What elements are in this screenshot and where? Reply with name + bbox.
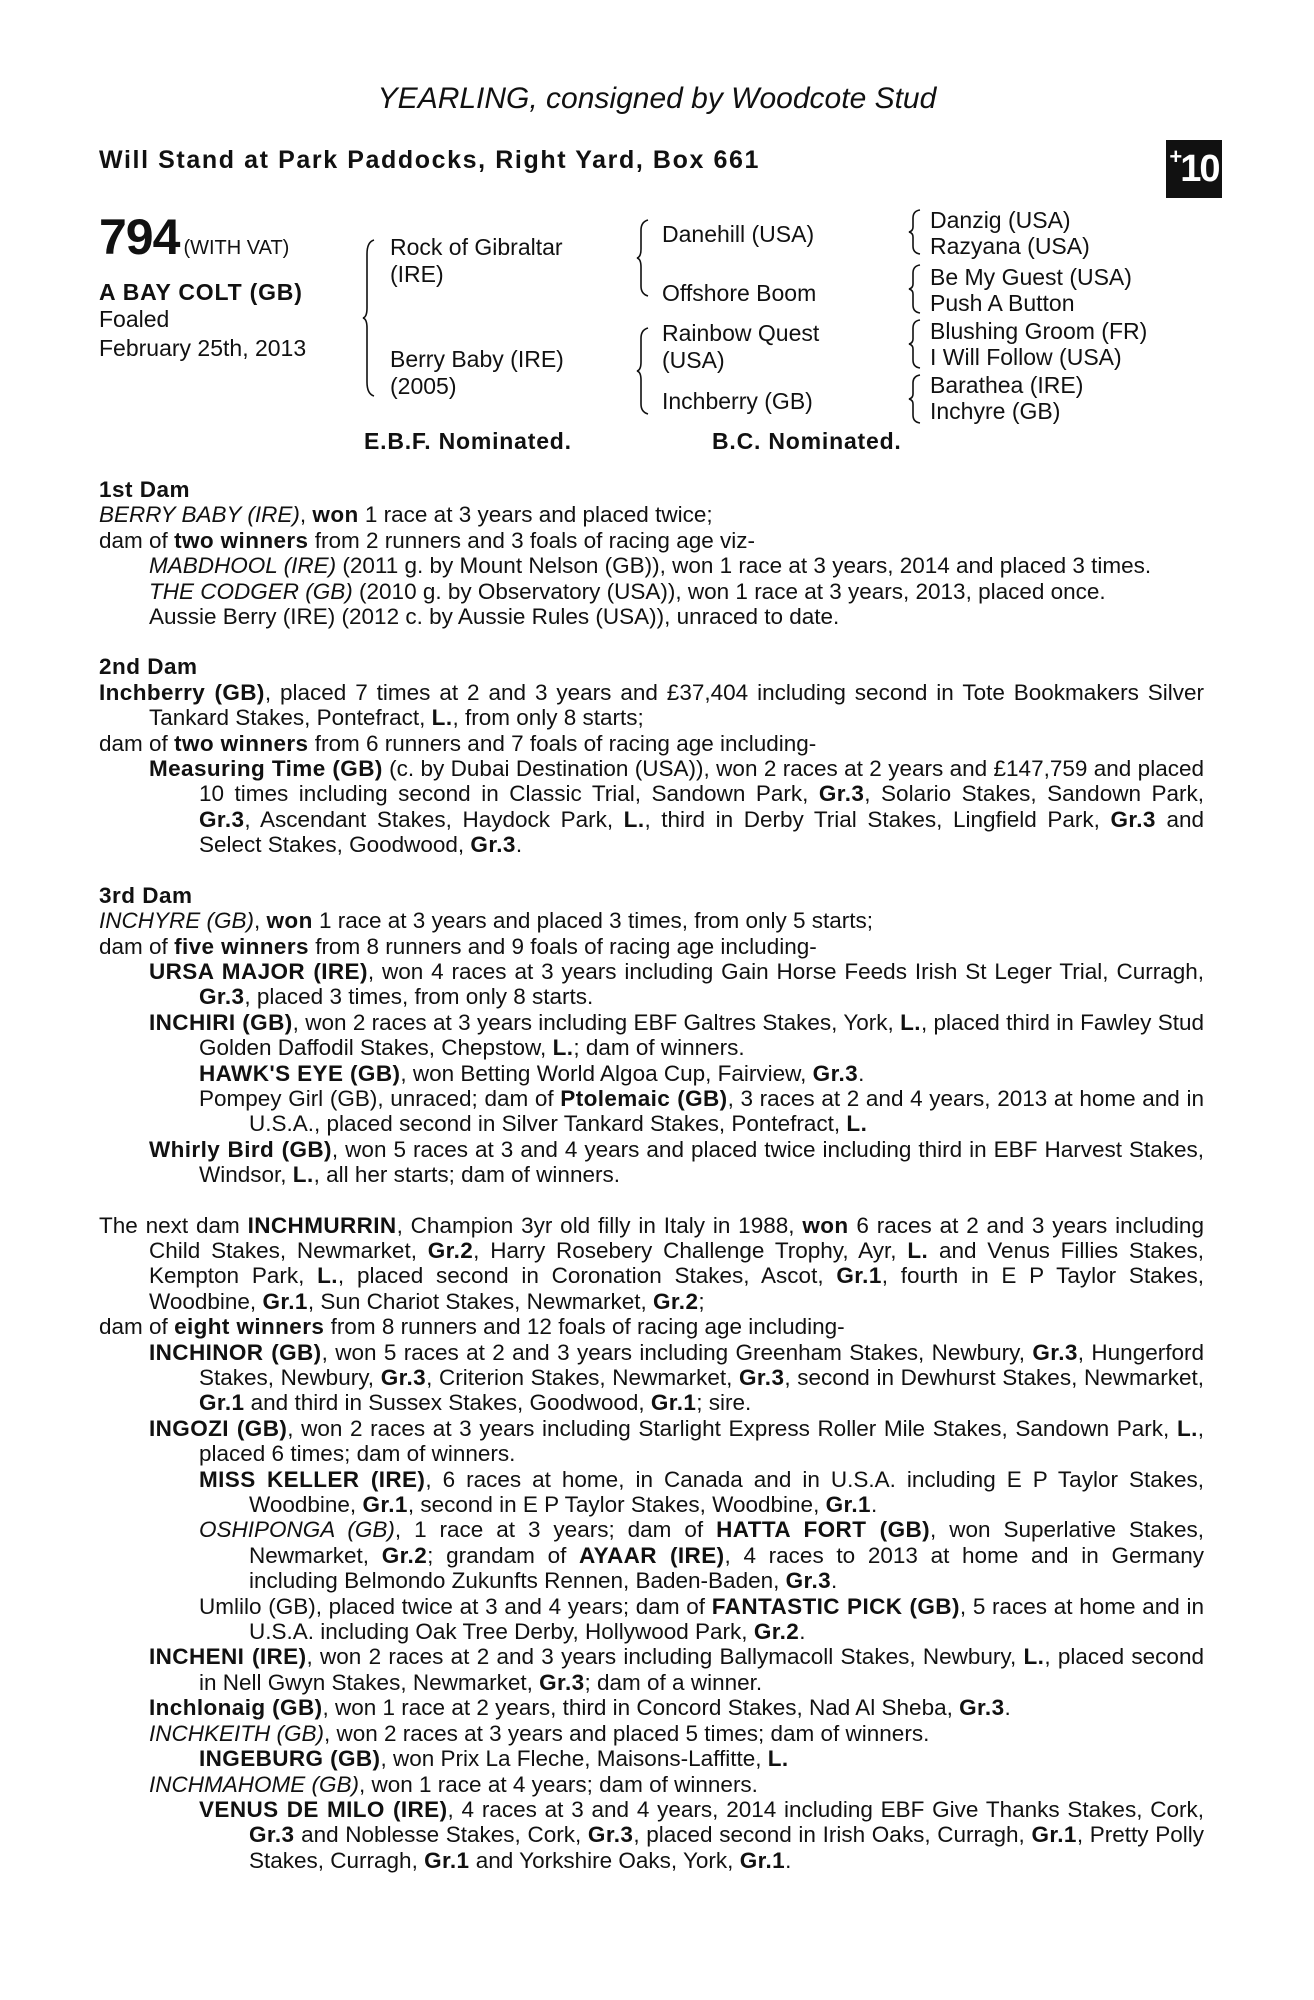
next-dam-grandfoal-miss-keller: MISS KELLER (IRE), 6 races at home, in Canada and in U.S.A. including E P Taylor Stakes, Woodbine, Gr.1, second in E P Taylor Stakes, Woodbine, Gr.1. (199, 1466, 1204, 1518)
foaled-label: Foaled (99, 306, 170, 332)
foaled-date: February 25th, 2013 (99, 335, 307, 361)
third-dam-foal-ursa-major: URSA MAJOR (IRE), won 4 races at 3 years including Gain Horse Feeds Irish St Leger Trial, Curragh, Gr.3, placed 3 times, from only 8 starts. (149, 958, 1204, 1010)
badge-mark: + (1169, 144, 1181, 169)
pedigree-brace-sire (636, 218, 650, 298)
third-dam-grandfoal-hawks-eye: HAWK'S EYE (GB), won Betting World Algoa Cup, Fairview, Gr.3. (199, 1060, 865, 1086)
next-dam-foal-inchlonaig: Inchlonaig (GB), won 1 race at 2 years, third in Concord Stakes, Nad Al Sheba, Gr.3. (149, 1695, 1011, 1721)
pedigree-g3-4: Push A Button (930, 290, 1075, 316)
pedigree-g3-3: Be My Guest (USA) (930, 264, 1132, 290)
vat-note: (WITH VAT) (183, 237, 290, 259)
stable-location: Will Stand at Park Paddocks, Right Yard, Box 661 (99, 146, 761, 174)
next-dam-foal-inchinor: INCHINOR (GB), won 5 races at 2 and 3 years including Greenham Stakes, Newbury, Gr.3, Hungerford Stakes, Newbury, Gr.3, Criterion Stakes, Newmarket, Gr.3, second in Dewhurst Stakes, Newmarket, Gr.1 and third in Sussex Stakes, Goodwood, Gr.1; sire. (149, 1339, 1204, 1416)
pedigree-g2-1: Danehill (USA) (662, 221, 815, 247)
first-dam-foal-2: THE CODGER (GB) (2010 g. by Observatory (USA)), won 1 race at 3 years, 2013, placed once. (149, 578, 1106, 604)
pedigree-dam (390, 346, 564, 400)
pedigree-g3-1: Danzig (USA) (930, 207, 1071, 233)
sire-name: Rock of Gibraltar (390, 234, 563, 260)
dam-year: (2005) (390, 373, 457, 399)
first-dam-foal-3: Aussie Berry (IRE) (2012 c. by Aussie Rules (USA)), unraced to date. (149, 604, 840, 630)
second-dam-produce: dam of two winners from 6 runners and 7 foals of racing age including- (99, 730, 817, 756)
g2-3-name: Rainbow Quest (662, 320, 820, 346)
third-dam-heading: 3rd Dam (99, 882, 193, 908)
sire-country: (IRE) (390, 261, 444, 287)
lot-number-block (99, 208, 289, 266)
pedigree-g3-5: Blushing Groom (FR) (930, 318, 1148, 344)
pedigree-sire (390, 234, 563, 288)
third-dam-produce: dam of five winners from 8 runners and 9 foals of racing age including- (99, 933, 817, 959)
next-dam-foal-ingozi: INGOZI (GB), won 2 races at 3 years including Starlight Express Roller Mile Stakes, Sandown Park, L., placed 6 times; dam of winners. (149, 1415, 1204, 1467)
next-dam-foal-inchkeith: INCHKEITH (GB), won 2 races at 3 years and placed 5 times; dam of winners. (149, 1720, 930, 1746)
lot-number: 794 (99, 209, 180, 265)
dam-name: Berry Baby (IRE) (390, 346, 564, 372)
pedigree-g3-8: Inchyre (GB) (930, 398, 1061, 424)
pedigree-brace-g3-2 (908, 263, 922, 315)
bc-nominated: B.C. Nominated. (712, 428, 902, 454)
next-dam-grandfoal-umlilo: Umlilo (GB), placed twice at 3 and 4 years; dam of FANTASTIC PICK (GB), 5 races at home and in U.S.A. including Oak Tree Derby, Hollywood Park, Gr.2. (199, 1593, 1204, 1645)
badge-number: 10 (1180, 147, 1219, 190)
second-dam-heading: 2nd Dam (99, 654, 198, 680)
pedigree-brace-g3-4 (908, 373, 922, 425)
first-dam-heading: 1st Dam (99, 477, 191, 502)
pedigree-brace-sire-dam (362, 238, 376, 398)
pedigree-brace-dam (636, 326, 650, 416)
first-dam-line: BERRY BABY (IRE), won 1 race at 3 years and placed twice; (99, 502, 713, 528)
pedigree-g2-3 (662, 320, 819, 374)
pedigree-g3-7: Barathea (IRE) (930, 372, 1084, 398)
next-dam-grandfoal-venus-de-milo: VENUS DE MILO (IRE), 4 races at 3 and 4 years, 2014 including EBF Give Thanks Stakes, Cork, Gr.3 and Noblesse Stakes, Cork, Gr.3, placed second in Irish Oaks, Curragh, Gr.1, Pretty Polly Stakes, Curragh, Gr.1 and Yorkshire Oaks, York, Gr.1. (199, 1796, 1204, 1873)
next-dam-foal-inchmahome: INCHMAHOME (GB), won 1 race at 4 years; dam of winners. (149, 1771, 758, 1797)
second-dam-line: Inchberry (GB), placed 7 times at 2 and 3 years and £37,404 including second in Tote Bookmakers Silver Tankard Stakes, Pontefract, L., from only 8 starts; (99, 679, 1205, 731)
next-dam-grandfoal-oshiponga: OSHIPONGA (GB), 1 race at 3 years; dam of HATTA FORT (GB), won Superlative Stakes, Newmarket, Gr.2; grandam of AYAAR (IRE), 4 races to 2013 at home and in Germany including Belmondo Zukunfts Rennen, Baden-Baden, Gr.3. (199, 1517, 1204, 1594)
third-dam-grandfoal-pompey-girl: Pompey Girl (GB), unraced; dam of Ptolemaic (GB), 3 races at 2 and 4 years, 2013 at home and in U.S.A., placed second in Silver Tankard Stakes, Pontefract, L. (199, 1085, 1204, 1137)
second-dam-foal-measuring-time: Measuring Time (GB) (c. by Dubai Destination (USA)), won 2 races at 2 years and £147,759 and placed 10 times including second in Classic Trial, Sandown Park, Gr.3, Solario Stakes, Sandown Park, Gr.3, Ascendant Stakes, Haydock Park, L., third in Derby Trial Stakes, Lingfield Park, Gr.3 and Select Stakes, Goodwood, Gr.3. (149, 756, 1204, 858)
pedigree-g3-6: I Will Follow (USA) (930, 344, 1122, 370)
horse-description: A BAY COLT (GB) (99, 279, 303, 305)
third-dam-line: INCHYRE (GB), won 1 race at 3 years and placed 3 times, from only 5 starts; (99, 908, 874, 934)
third-dam-foal-inchiri: INCHIRI (GB), won 2 races at 3 years including EBF Galtres Stakes, York, L., placed third in Fawley Stud Golden Daffodil Stakes, Chepstow, L.; dam of winners. (149, 1009, 1204, 1061)
next-dam-line: The next dam INCHMURRIN, Champion 3yr old filly in Italy in 1988, won 6 races at 2 and 3 years including Child Stakes, Newmarket, Gr.2, Harry Rosebery Challenge Trophy, Ayr, L. and Venus Fillies Stakes, Kempton Park, L., placed second in Coronation Stakes, Ascot, Gr.1, fourth in E P Taylor Stakes, Woodbine, Gr.1, Sun Chariot Stakes, Newmarket, Gr.2; (99, 1212, 1204, 1314)
lot-subtitle: YEARLING, consigned by Woodcote Stud (377, 82, 937, 115)
first-dam-produce: dam of two winners from 2 runners and 3 foals of racing age viz- (99, 527, 755, 553)
pedigree-notes (99, 477, 1204, 1873)
ebf-nominated: E.B.F. Nominated. (364, 428, 572, 454)
foaled-info (99, 305, 306, 363)
g2-3-country: (USA) (662, 347, 725, 373)
next-dam-foal-incheni: INCHENI (IRE), won 2 races at 2 and 3 years including Ballymacoll Stakes, Newbury, L., placed second in Nell Gwyn Stakes, Newmarket, Gr.3; dam of a winner. (149, 1644, 1204, 1695)
pedigree-g3-2: Razyana (USA) (930, 233, 1090, 259)
pedigree-g2-4: Inchberry (GB) (662, 388, 813, 414)
pedigree-brace-g3-3 (908, 318, 922, 370)
first-dam-foal-1: MABDHOOL (IRE) (2011 g. by Mount Nelson (GB)), won 1 race at 3 years, 2014 and placed 3 times. (149, 553, 1152, 579)
next-dam-grandfoal-ingeburg: INGEBURG (GB), won Prix La Fleche, Maisons-Laffitte, L. (199, 1746, 789, 1772)
lot-badge (1166, 140, 1222, 198)
third-dam-foal-whirly-bird: Whirly Bird (GB), won 5 races at 3 and 4 years and placed twice including third in EBF Harvest Stakes, Windsor, L., all her starts; dam of winners. (149, 1136, 1205, 1188)
next-dam-produce: dam of eight winners from 8 runners and 12 foals of racing age including- (99, 1314, 845, 1340)
pedigree-brace-g3-1 (908, 208, 922, 256)
pedigree-g2-2: Offshore Boom (662, 280, 817, 306)
